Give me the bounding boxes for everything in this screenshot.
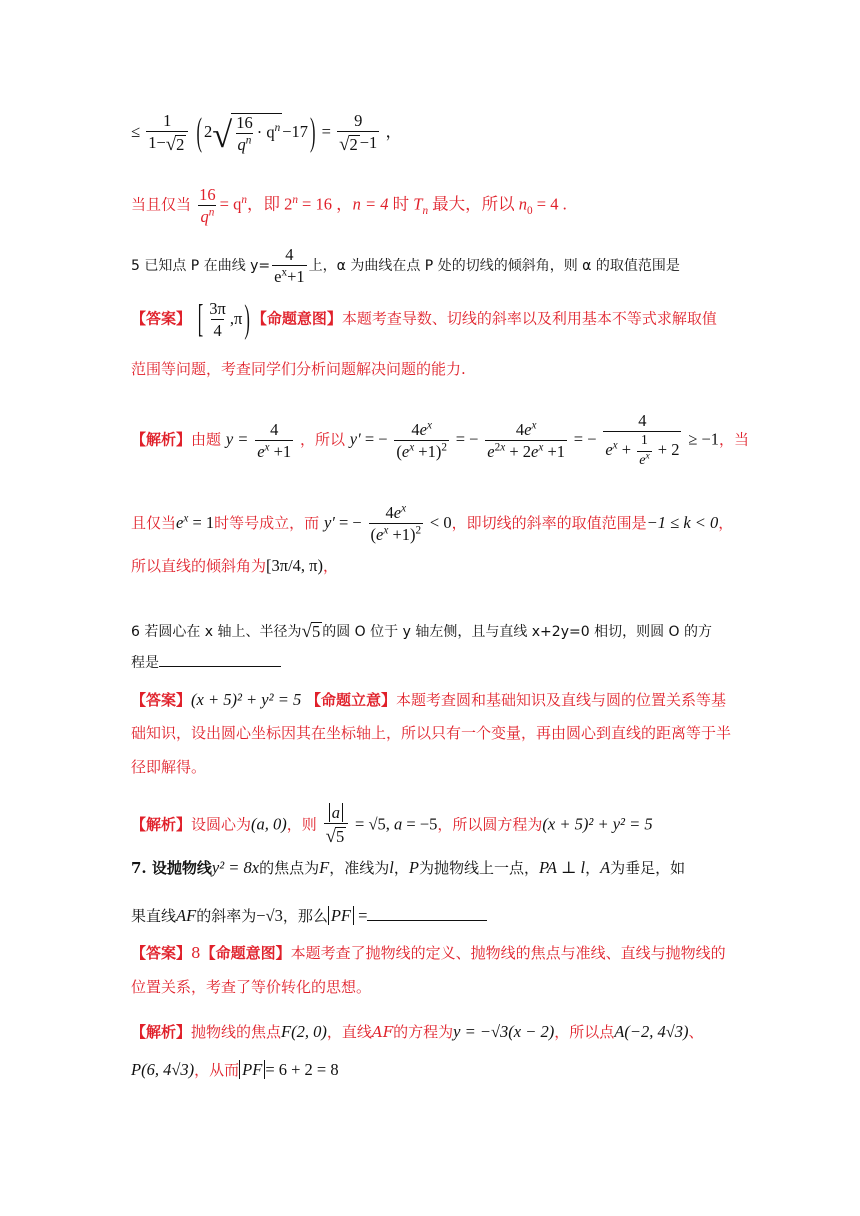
question-7-solution-1: 【解析】抛物线的焦点F(2, 0)，直线AF的方程为y = −√3(x − 2)，所以点A(−2, 4√3)、 — [131, 1022, 704, 1041]
question-6-intent-cont-2: 径即解得。 — [131, 758, 207, 776]
fraction-nine: 9 √ 2 −1 — [339, 111, 378, 155]
question-6-statement: 6 若圆心在 x 轴上、半径为 √ 5 的圆 O 位于 y 轴左侧，且与直线 x+2y=0 相切，则圆 O 的方 — [131, 621, 712, 642]
question-6-answer: 【答案】(x + 5)² + y² = 5 【命题立意】本题考查圆和基础知识及直线与圆的位置关系等基 — [131, 690, 727, 709]
question-5-solution-2: 且仅当$e^x = 1$时等号成立，而 y′ = − $\frac{4e^x}{(e^x +1)^2}$ < 0，即切线的斜率的取值范围是−1 ≤ k < 0， — [131, 502, 734, 545]
answer-blank[interactable] — [367, 906, 487, 921]
question-5-solution-1: 【解析】由题 y = $\frac{4}{e^x +1}$ ，所以 y′ = − $\frac{4e^x}{(e^x +1)^2}$ = − $\frac{4e^x}{e^{2x} + 2e^x +1}$ = − 4 $e^x$ + $\frac{1}{e^x}$ + 2 ≥ −1，当 — [131, 411, 750, 469]
fraction-one-over: 1 1− √ 2 — [146, 112, 188, 155]
question-7-answer: 【答案】8【命题意图】本题考查了抛物线的定义、抛物线的焦点与准线、直线与抛物线的 — [131, 944, 726, 962]
question-7-solution-2: P(6, 4√3)，从而 PF = 6 + 2 = 8 — [131, 1060, 339, 1079]
question-5-answer: 【答案】 [ $\frac{3\pi}{4}$ ,π ) 【命题意图】本题考查导数、切线的斜率以及利用基本不等式求解取值 — [131, 295, 717, 341]
question-6-blank-line: 程是 — [131, 652, 760, 670]
sqrt-expression: √ $\frac{16}{q^n}$ · $q^n$ — [212, 112, 281, 156]
question-6-solution: 【解析】设圆心为(a, 0)，则 a √ 5 = √5, a = −5，所以圆方程为(x + 5)² + y² = 5 — [131, 803, 653, 847]
equality-condition: 当且仅当 $\frac{16}{q^n}$ = $q^n$，即 $2^n = 16$ ，n = 4 时 $T_n$ 最大，所以 $n_0 = 4$ . — [131, 185, 567, 227]
question-6-intent-cont: 础知识，设出圆心坐标因其在坐标轴上，所以只有一个变量，再由圆心到直线的距离等于半 — [131, 724, 732, 742]
question-7-intent-cont: 位置关系，考查了等价转化的思想。 — [131, 978, 372, 996]
sqrt-2: √ 2 — [165, 133, 185, 155]
question-5-intent-cont: 范围等问题，考查同学们分析问题解决问题的能力. — [131, 360, 466, 378]
question-5-solution-3: 所以直线的倾斜角为[3π/4, π)， — [131, 556, 339, 575]
continued-inequality: ≤ 1 1− √ 2 ( 2 √ $\frac{16}{q^n}$ · $q^n$ −17 ) = 9 √ 2 −1 ， — [131, 108, 402, 156]
question-7-statement-cont: 果直线AF的斜率为−√3，那么 PF = — [131, 906, 760, 925]
question-5-statement: 5 已知点 P 在曲线 y= $\frac{4}{e^x+1}$ 上，α 为曲线在点 P 处的切线的倾斜角，则 α 的取值范围是 — [131, 245, 680, 287]
answer-blank[interactable] — [159, 652, 281, 667]
question-7-statement: 7. 设抛物线y² = 8x的焦点为F，准线为l，P为抛物线上一点，PA ⊥ l，A为垂足，如 — [131, 858, 686, 877]
